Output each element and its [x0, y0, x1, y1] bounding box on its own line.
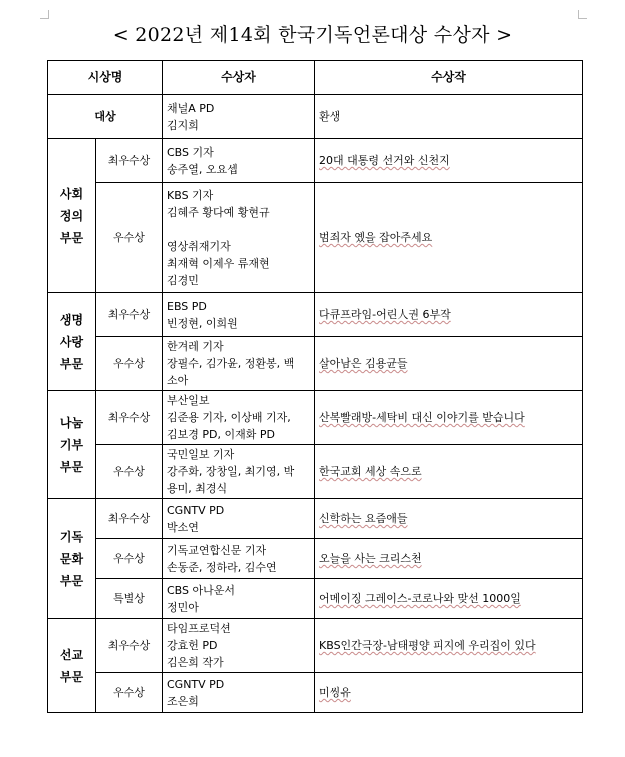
winner-cell: [163, 619, 315, 673]
winner-line: 김경민: [167, 273, 199, 287]
work-cell: 환생: [315, 95, 583, 139]
work-cell: [315, 139, 583, 183]
category-label-line: 기부: [59, 437, 84, 452]
work-cell: [315, 391, 583, 445]
work-cell: [315, 579, 583, 619]
winner-line: 부산일보: [167, 394, 210, 407]
header-award-name: 시상명: [48, 61, 163, 95]
winner-line: 김지희: [167, 118, 199, 132]
award-row: [48, 337, 583, 391]
award-type-cell: 최우수상: [96, 619, 163, 673]
work-title: 미씽유: [319, 686, 351, 699]
winner-line: 강주화, 장창일, 최기영, 박: [167, 465, 295, 478]
header-winner: 수상자: [163, 61, 315, 95]
document-title: < 2022년 제14회 한국기독언론대상 수상자 >: [112, 24, 513, 46]
award-type-cell: 우수상: [96, 337, 163, 391]
work-cell: [315, 293, 583, 337]
category-label-line: 사회: [59, 186, 84, 201]
winner-line: 손동준, 정하라, 김수연: [167, 560, 277, 574]
work-title: 다큐프라임-어린人권 6부작: [319, 308, 451, 321]
award-row: [48, 539, 583, 579]
award-row: [48, 391, 583, 445]
work-title: 산복빨래방-세탁비 대신 이야기를 받습니다: [319, 411, 525, 424]
winner-line: CBS 아나운서: [167, 583, 236, 597]
award-type-cell: 최우수상: [96, 139, 163, 183]
winner-line: [167, 221, 310, 238]
work-title: 20대 대통령 선거와 신천지: [319, 154, 450, 167]
winner-line: 정민아: [167, 600, 199, 614]
category-label-line: 선교: [59, 647, 84, 662]
category-label-line: 문화: [59, 551, 84, 566]
work-title: 살아남은 김용균들: [319, 357, 408, 370]
category-label-line: 부문: [59, 459, 84, 474]
category-label-line: 생명: [59, 312, 84, 327]
grand-prize-row: [48, 95, 583, 139]
category-label-line: 부문: [59, 669, 84, 684]
category-label-line: 부문: [59, 356, 84, 371]
category-label-line: 나눔: [59, 415, 84, 430]
work-cell: [315, 619, 583, 673]
category-cell: [48, 139, 96, 293]
award-row: [48, 139, 583, 183]
category-label-line: 기독: [59, 529, 84, 544]
award-row: [48, 673, 583, 713]
category-label-line: 부문: [59, 230, 84, 245]
winner-line: 장필수, 김가윤, 정환봉, 백: [167, 357, 295, 370]
winner-line: 한겨레 기자: [167, 340, 224, 353]
winner-line: CBS 기자: [167, 145, 214, 159]
winner-line: 영상취재기자: [167, 239, 231, 253]
page-corner-mark-left: [40, 10, 49, 19]
winner-line: 송주열, 오요셉: [167, 162, 238, 176]
award-type-cell: 우수상: [96, 445, 163, 499]
page-corner-mark-right: [578, 10, 587, 19]
award-type-cell: 우수상: [96, 539, 163, 579]
work-title: 범죄자 옜을 잡아주세요: [319, 231, 433, 244]
work-title: 한국교회 세상 속으로: [319, 465, 422, 478]
winner-line: 소아: [167, 374, 189, 387]
award-type-cell: 최우수상: [96, 499, 163, 539]
winner-line: 최재혁 이제우 류재현: [167, 256, 270, 270]
winner-line: EBS PD: [167, 299, 207, 313]
winner-line: 국민일보 기자: [167, 448, 235, 461]
winner-line: 강효헌 PD: [167, 639, 218, 652]
work-title: 어메이징 그레이스-코로나와 맞선 1000일: [319, 592, 521, 605]
winner-line: 조은희: [167, 694, 199, 708]
work-cell: [315, 499, 583, 539]
winner-line: 김준용 기자, 이상배 기자,: [167, 411, 291, 424]
winner-cell: [163, 539, 315, 579]
award-row: [48, 619, 583, 673]
winner-line: 빈정현, 이희원: [167, 316, 238, 330]
category-label-line: 사랑: [59, 334, 84, 349]
category-cell: [48, 499, 96, 619]
winner-cell: [163, 95, 315, 139]
awards-table: [47, 60, 583, 713]
grand-prize-label: 대상: [48, 95, 163, 139]
winner-cell: [163, 337, 315, 391]
winner-cell: [163, 673, 315, 713]
category-cell: [48, 619, 96, 713]
winner-line: CGNTV PD: [167, 503, 225, 517]
winner-line: 채널A PD: [167, 101, 215, 115]
winner-cell: [163, 499, 315, 539]
award-type-cell: 우수상: [96, 183, 163, 293]
winner-line: CGNTV PD: [167, 677, 225, 691]
winner-line: 용미, 최경식: [167, 482, 228, 495]
award-type-cell: 최우수상: [96, 391, 163, 445]
category-label-line: 부문: [59, 573, 84, 588]
award-type-cell: 특별상: [96, 579, 163, 619]
work-cell: [315, 337, 583, 391]
winner-line: KBS 기자: [167, 188, 214, 202]
award-row: [48, 183, 583, 293]
winner-cell: [163, 391, 315, 445]
work-cell: [315, 673, 583, 713]
work-title: KBS인간극장-남태평양 피지에 우리집이 있다: [319, 639, 536, 652]
winner-line: 김혜주 황다예 황현규: [167, 205, 270, 219]
winner-cell: [163, 183, 315, 293]
award-type-cell: 우수상: [96, 673, 163, 713]
header-work: 수상작: [315, 61, 583, 95]
award-type-cell: 최우수상: [96, 293, 163, 337]
winner-line: 타임프로덕션: [167, 622, 231, 635]
winner-cell: [163, 139, 315, 183]
work-cell: [315, 539, 583, 579]
category-cell: [48, 293, 96, 391]
winner-line: 기독교연합신문 기자: [167, 543, 267, 557]
award-row: [48, 293, 583, 337]
winner-cell: [163, 579, 315, 619]
award-row: [48, 445, 583, 499]
work-cell: [315, 445, 583, 499]
work-cell: [315, 183, 583, 293]
work-title: 오늘을 사는 크리스천: [319, 552, 422, 565]
header-row: [48, 61, 583, 95]
winner-cell: [163, 293, 315, 337]
work-title: 신학하는 요즘애들: [319, 512, 408, 525]
award-row: [48, 579, 583, 619]
winner-line: 박소연: [167, 520, 199, 534]
winner-line: 김보경 PD, 이재화 PD: [167, 428, 275, 441]
winner-line: 김은희 작가: [167, 656, 224, 669]
award-row: [48, 499, 583, 539]
winner-cell: [163, 445, 315, 499]
category-cell: [48, 391, 96, 499]
category-label-line: 정의: [59, 208, 84, 223]
